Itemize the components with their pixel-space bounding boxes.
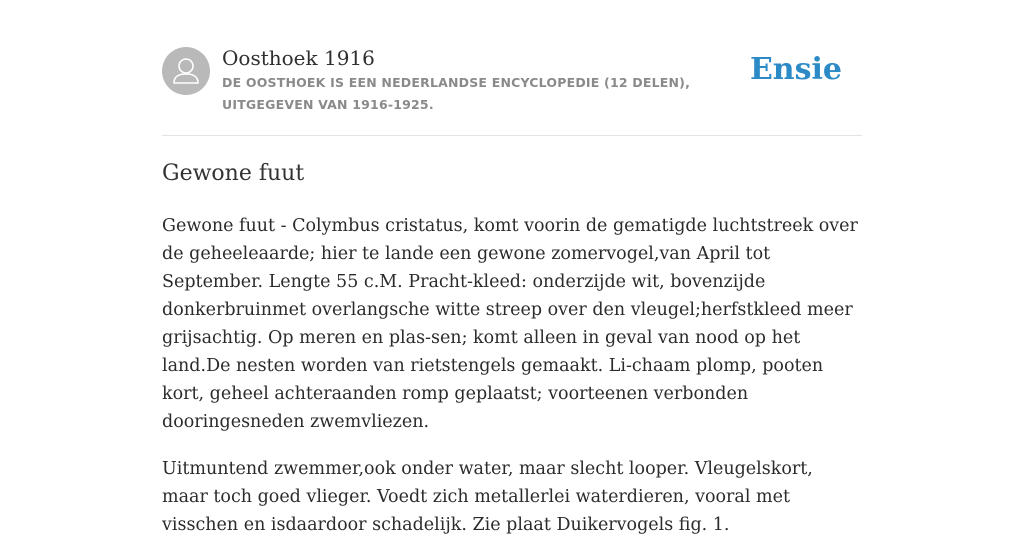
ensie-logo[interactable]: Ensie	[749, 52, 842, 87]
source-avatar[interactable]	[162, 47, 210, 95]
article-title: Gewone fuut	[162, 161, 305, 186]
article-paragraph: Uitmuntend zwemmer,ook onder water, maar slecht looper. Vleugelskort, maar toch goed vlieger. Voedt zich metallerlei waterdieren, vooral met visschen en isdaardoor schadelijk. Zie plaat Duikervogels fig. 1.	[162, 459, 813, 535]
article-paragraph: Gewone fuut - Colymbus cristatus, komt voorin de gematigde luchtstreek over de geheeleaarde; hier te lande een gewone zomervogel,van April tot September. Lengte 55 c.M. Pracht-kleed: onderzijde wit, bovenzijde donkerbruinmet overlangsche witte streep over den vleugel;herfstkleed meer grijsachtig. Op meren en plas-sen; komt alleen in geval van nood op het land.De nesten worden van rietstengels gemaakt. Li-chaam plomp, pooten kort, geheel achteraanden romp geplaatst; voorteenen verbonden dooringesneden zwemvliezen.	[162, 216, 858, 432]
person-icon	[162, 47, 210, 95]
page-container	[162, 0, 862, 535]
source-description: DE OOSTHOEK IS EEN NEDERLANDSE ENCYCLOPEDIE (12 DELEN), UITGEGEVEN VAN 1916-1925.	[222, 75, 691, 112]
source-header	[162, 0, 862, 136]
article-body	[162, 212, 862, 558]
source-title[interactable]: Oosthoek 1916	[222, 46, 375, 70]
